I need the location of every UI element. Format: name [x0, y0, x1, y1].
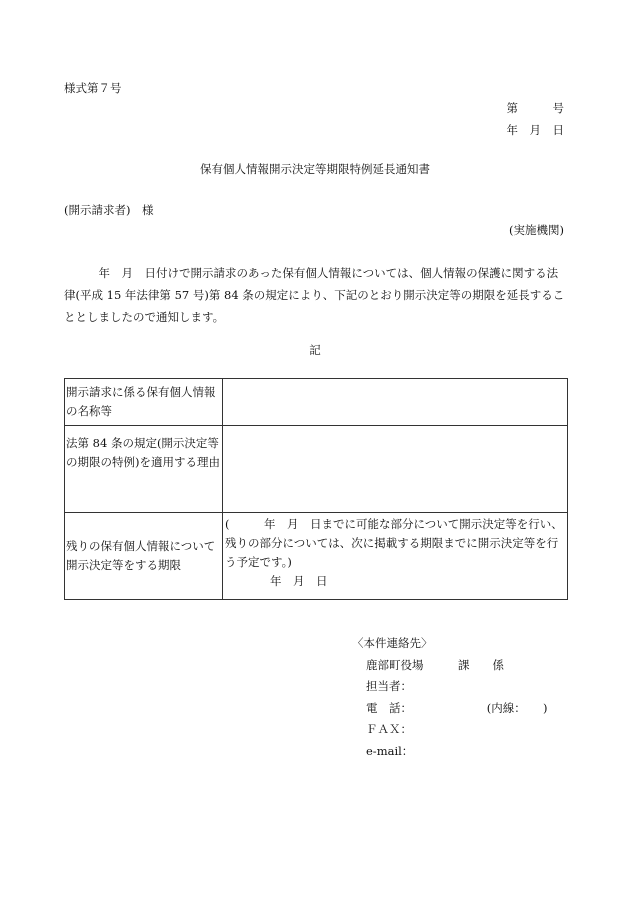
page-title: 保有個人情報開示決定等期限特例延長通知書	[200, 162, 430, 176]
ki-heading: 記	[309, 343, 321, 357]
form-number: 様式第７号	[64, 81, 122, 95]
deadline-text: ( 年 月 日までに可能な部分について開示決定等を行い、残りの部分については、次に掲載する期限までに開示決定等を行う予定です。)	[225, 517, 563, 569]
contact-heading: 〈本件連絡先〉	[352, 636, 433, 650]
row-name-head: 開示請求に係る保有個人情報の名称等	[65, 379, 223, 426]
body-text: 年 月 日付けで開示請求のあった保有個人情報については、個人情報の保護に関する法律(平成 15 年法律第 57 号)第 84 条の規定により、下記のとおり開示決定等の期限を延長することとしましたので通知します。	[64, 266, 565, 324]
table-row	[65, 513, 568, 600]
contact-block	[352, 633, 547, 762]
table-row	[65, 379, 568, 426]
row-reason-head: 法第 84 条の規定(開示決定等の期限の特例)を適用する理由	[65, 426, 223, 513]
contact-phone: 電 話： (内線： )	[366, 700, 548, 715]
contact-office: 鹿部町役場 課 係	[366, 657, 504, 672]
row-reason-value	[223, 426, 568, 513]
row-name-value	[223, 379, 568, 426]
addressee: (開示請求者) 様	[64, 203, 154, 217]
row-deadline-value	[223, 513, 568, 600]
contact-fax: ＦＡＸ：	[366, 722, 412, 736]
document-date-line: 年 月 日	[506, 123, 564, 137]
table-row	[65, 426, 568, 513]
info-table	[64, 378, 568, 600]
issuing-agency: (実施機関)	[509, 223, 564, 237]
document-number-line: 第 号	[506, 101, 564, 115]
contact-person: 担当者：	[366, 679, 412, 693]
contact-email: e-mail：	[366, 743, 414, 758]
row-deadline-head: 残りの保有個人情報について開示決定等をする期限	[65, 513, 223, 600]
deadline-date: 年 月 日	[270, 574, 328, 588]
